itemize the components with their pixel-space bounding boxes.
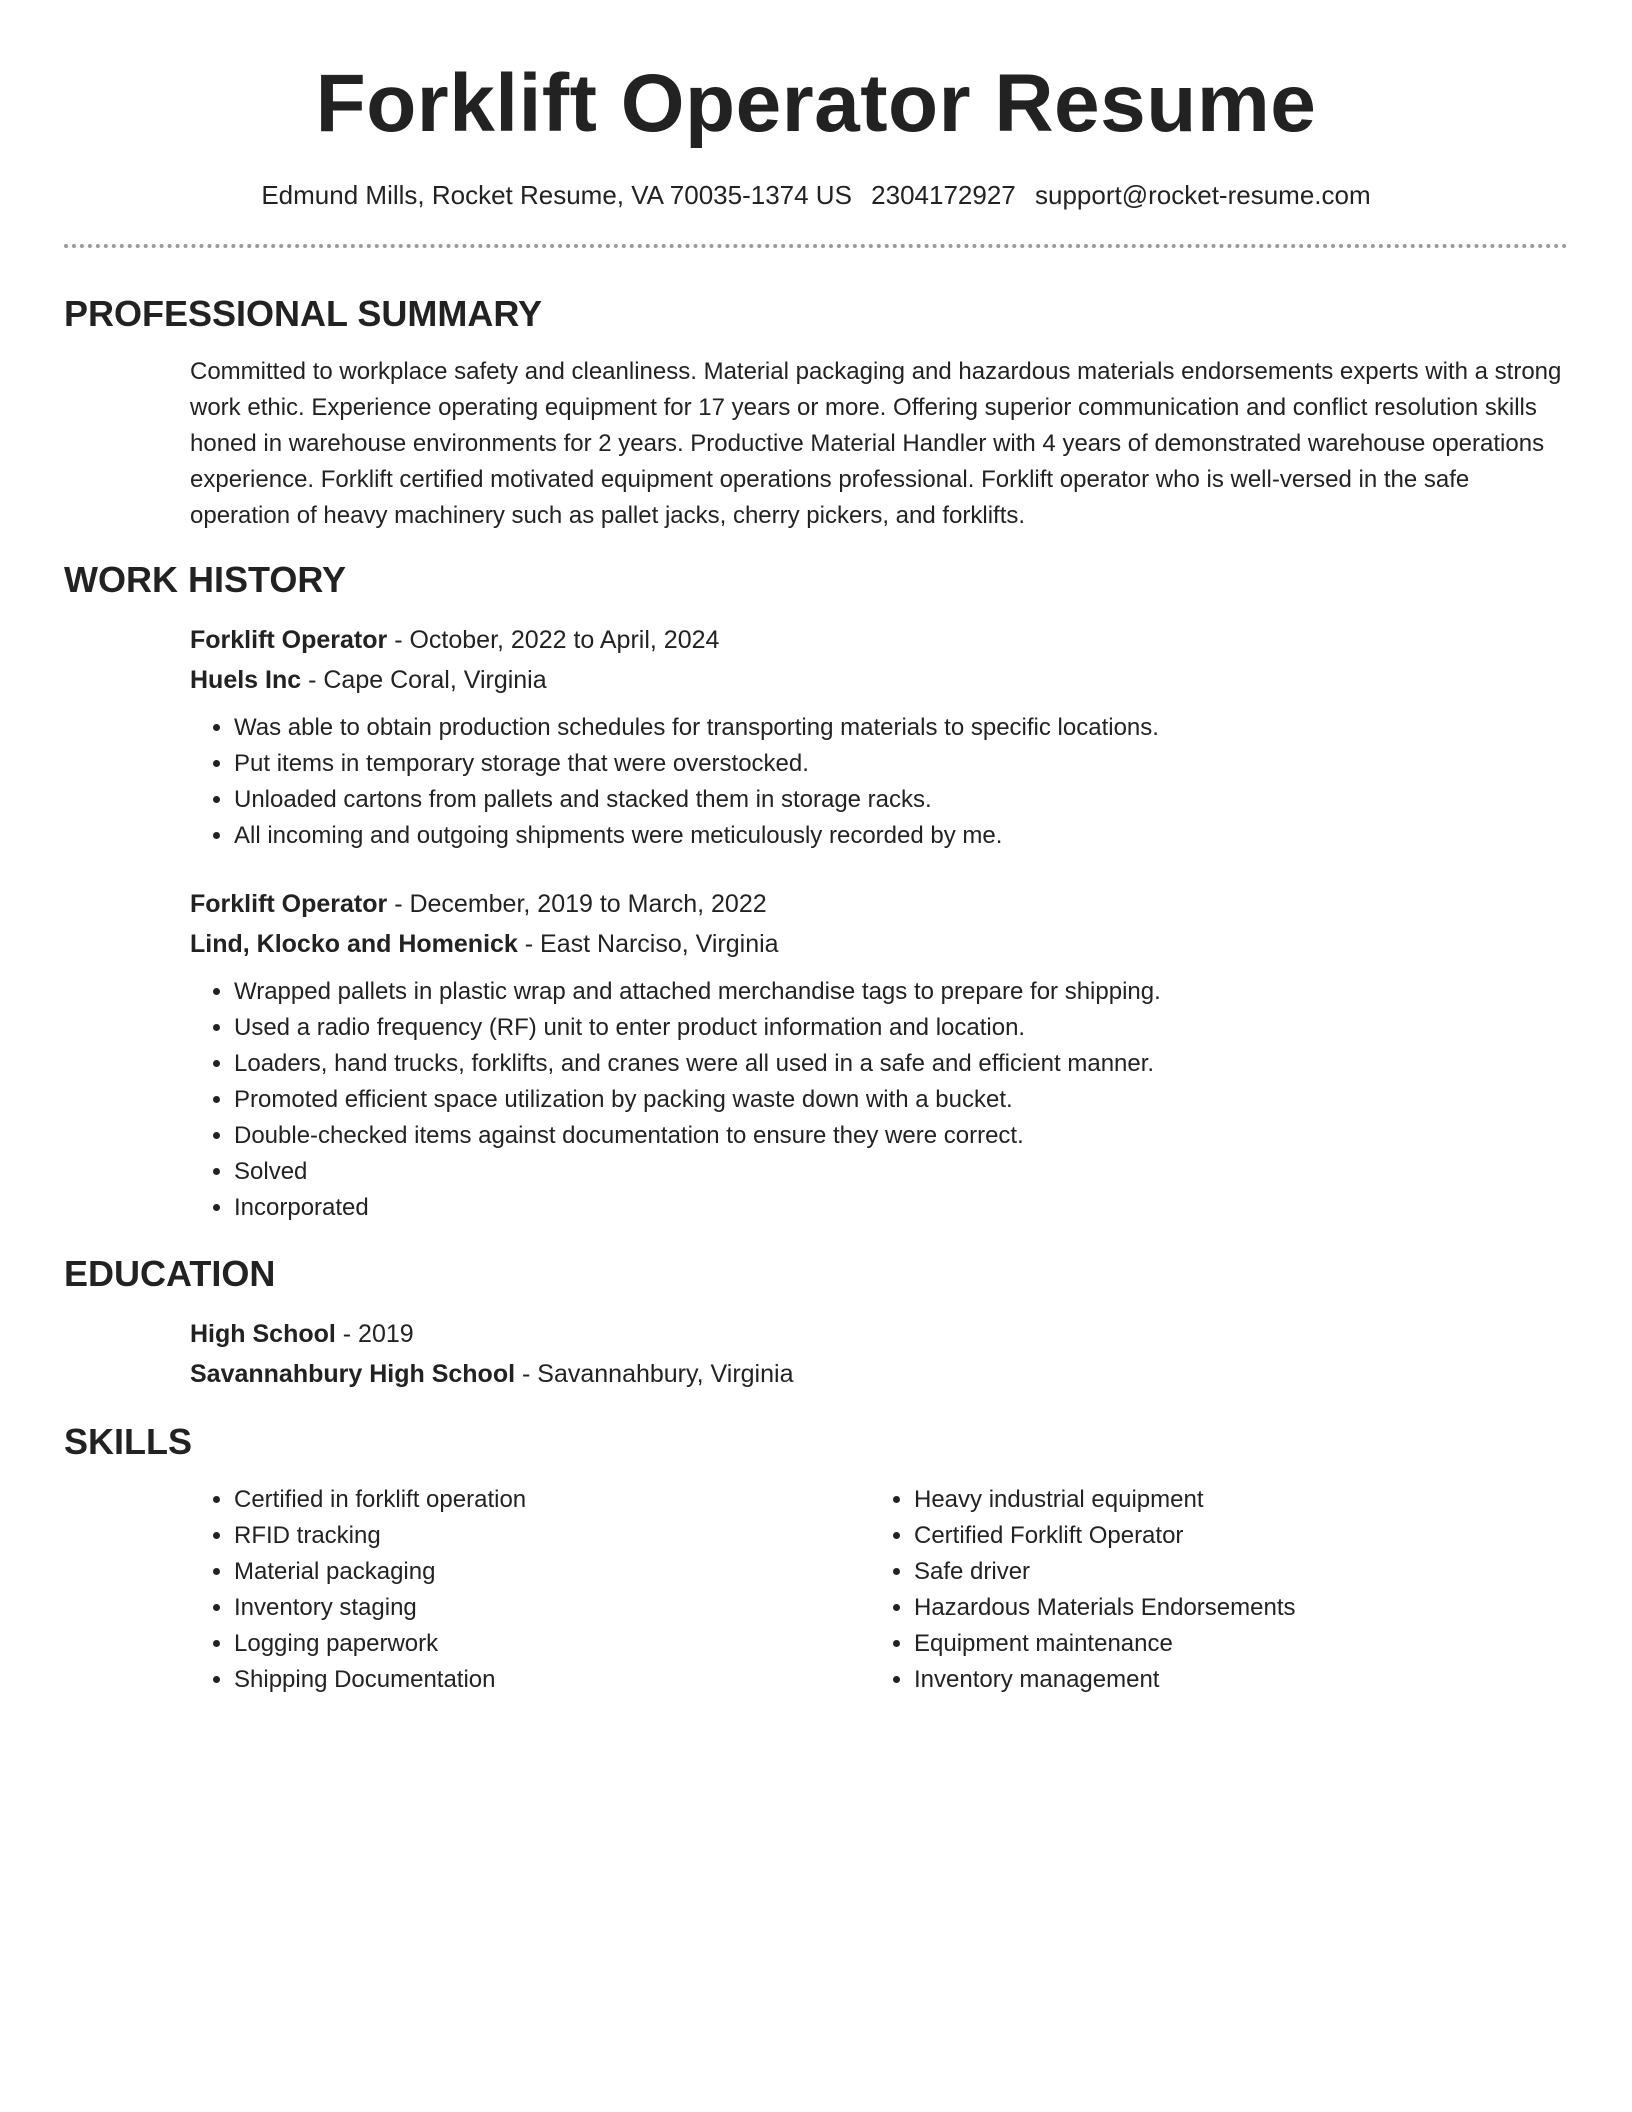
job-title: Forklift Operator — [190, 890, 388, 918]
skills-list-right — [870, 1482, 1550, 1698]
job-dates: - October, 2022 to April, 2024 — [387, 626, 720, 654]
list-item: • Certified in forklift operation — [234, 1482, 870, 1518]
list-item: • RFID tracking — [234, 1518, 870, 1554]
job-company: Lind, Klocko and Homenick — [190, 930, 518, 958]
skills-heading: SKILLS — [64, 1421, 193, 1462]
list-item: • Incorporated — [234, 1190, 1568, 1226]
job-company-line — [190, 660, 1568, 700]
list-item: • Was able to obtain production schedules for transporting materials to specific locations. — [234, 710, 1568, 746]
list-item: • Inventory management — [914, 1662, 1550, 1698]
list-item: • Inventory staging — [234, 1590, 870, 1626]
list-item: • Shipping Documentation — [234, 1662, 870, 1698]
work-history-section — [64, 620, 1568, 1226]
list-item: • Loaders, hand trucks, forklifts, and cranes were all used in a safe and efficient manner. — [234, 1046, 1568, 1082]
education-school: Savannahbury High School — [190, 1360, 516, 1388]
job-bullets — [190, 710, 1568, 854]
job-title-line — [190, 884, 1568, 924]
education-degree: High School — [190, 1320, 336, 1348]
skills-column-right — [870, 1482, 1550, 1698]
contact-address: Edmund Mills, Rocket Resume, VA 70035-1374 US — [261, 180, 852, 210]
job-location: - Cape Coral, Virginia — [301, 666, 547, 694]
list-item: • Safe driver — [914, 1554, 1550, 1590]
skills-column-left — [190, 1482, 870, 1698]
list-item: • Put items in temporary storage that were overstocked. — [234, 746, 1568, 782]
list-item: • Material packaging — [234, 1554, 870, 1590]
skills-grid — [190, 1482, 1568, 1698]
job-dates: - December, 2019 to March, 2022 — [387, 890, 767, 918]
education-heading: EDUCATION — [64, 1253, 276, 1294]
job-title-line — [190, 620, 1568, 660]
education-location: - Savannahbury, Virginia — [515, 1360, 794, 1388]
list-item: • Heavy industrial equipment — [914, 1482, 1550, 1518]
contact-email: support@rocket-resume.com — [1035, 180, 1371, 210]
job-company-line — [190, 924, 1568, 964]
list-item: • Wrapped pallets in plastic wrap and attached merchandise tags to prepare for shipping. — [234, 974, 1568, 1010]
list-item: • Logging paperwork — [234, 1626, 870, 1662]
job-entry — [190, 884, 1568, 1226]
list-item: • Solved — [234, 1154, 1568, 1190]
work-history-heading: WORK HISTORY — [64, 559, 347, 600]
job-title: Forklift Operator — [190, 626, 388, 654]
job-entry — [190, 620, 1568, 854]
page-title: Forklift Operator Resume — [315, 58, 1317, 149]
education-section — [64, 1314, 1568, 1394]
list-item: • All incoming and outgoing shipments were meticulously recorded by me. — [234, 818, 1568, 854]
education-year: - 2019 — [335, 1320, 414, 1348]
list-item: • Used a radio frequency (RF) unit to enter product information and location. — [234, 1010, 1568, 1046]
list-item: • Double-checked items against documentation to ensure they were correct. — [234, 1118, 1568, 1154]
summary-section — [64, 354, 1568, 534]
list-item: • Certified Forklift Operator — [914, 1518, 1550, 1554]
job-bullets — [190, 974, 1568, 1226]
job-company: Huels Inc — [190, 666, 302, 694]
header-divider — [64, 244, 1568, 248]
contact-phone: 2304172927 — [871, 180, 1016, 210]
skills-list-left — [190, 1482, 870, 1698]
skills-section — [64, 1482, 1568, 1698]
list-item: • Equipment maintenance — [914, 1626, 1550, 1662]
list-item: • Promoted efficient space utilization by packing waste down with a bucket. — [234, 1082, 1568, 1118]
education-school-line — [190, 1354, 1568, 1394]
contact-line — [64, 178, 1568, 212]
education-degree-line — [190, 1314, 1568, 1354]
list-item: • Hazardous Materials Endorsements — [914, 1590, 1550, 1626]
job-location: - East Narciso, Virginia — [517, 930, 779, 958]
summary-heading: PROFESSIONAL SUMMARY — [64, 293, 543, 334]
summary-text: Committed to workplace safety and cleanliness. Material packaging and hazardous materials endorsements experts with a strong work ethic. Experience operating equipment for 17 years or more. Offering superior communication and conflict resolution skills honed in warehouse environments for 2 years. Productive Material Handler with 4 years of demonstrated warehouse operations experience. Forklift certified motivated equipment operations professional. Forklift operator who is well-versed in the safe operation of heavy machinery such as pallet jacks, cherry pickers, and forklifts. — [190, 358, 1562, 529]
list-item: • Unloaded cartons from pallets and stacked them in storage racks. — [234, 782, 1568, 818]
